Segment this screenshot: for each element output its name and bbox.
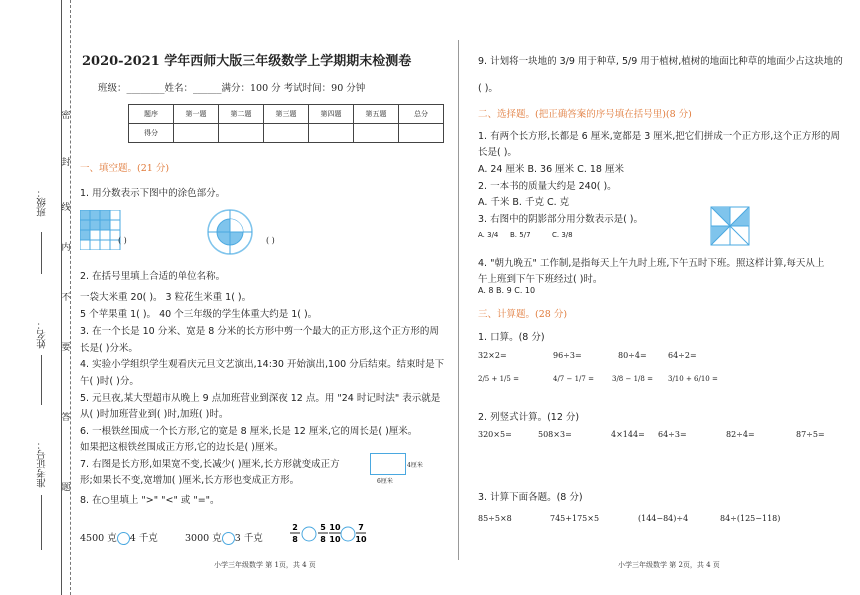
svg-text:8: 8 bbox=[320, 535, 326, 544]
vertical-calc-item: 87÷5= bbox=[796, 430, 825, 439]
name-label: 姓名： bbox=[37, 320, 48, 349]
score-cell[interactable] bbox=[174, 124, 219, 143]
q3-line1: 3. 在一个长是 10 分米、宽是 8 分米的长方形中剪一个最大的正方形,这个正方形的周 bbox=[80, 326, 439, 337]
score-cell[interactable] bbox=[264, 124, 309, 143]
seal-char: 要 bbox=[61, 343, 71, 353]
oral-calc-item: 80÷4= bbox=[618, 351, 647, 360]
q4-line1: 4. 实验小学组织学生观看庆元旦文艺演出,14:30 开始演出,100 分后结束。结束时是下 bbox=[80, 359, 445, 370]
mixed-calc-item: 745+175×5 bbox=[550, 514, 600, 523]
oral-calc-fraction: 3/8 − 1/8 = bbox=[612, 375, 653, 383]
mixed-calc-item: (144−84)÷4 bbox=[638, 514, 689, 523]
svg-text:10: 10 bbox=[329, 535, 341, 544]
q9-line2: ( )。 bbox=[478, 83, 498, 94]
score-cell[interactable] bbox=[399, 124, 444, 143]
score-cell[interactable] bbox=[354, 124, 399, 143]
compare-circle[interactable] bbox=[117, 532, 130, 545]
s2q3-option-b: B. 5/7 bbox=[510, 231, 531, 239]
s2q3-option-c: C. 3/8 bbox=[552, 231, 573, 239]
q5-line1: 5. 元旦夜,某大型超市从晚上 9 点加班营业到深夜 12 点。用 "24 时记时法" 表示就是 bbox=[80, 393, 441, 404]
q8-right-value: 3 千克 bbox=[234, 533, 263, 544]
s3q2-text: 2. 列竖式计算。(12 分) bbox=[478, 412, 580, 423]
score-header: 第一题 bbox=[174, 105, 219, 124]
q1-blank-1[interactable]: ( ) bbox=[118, 236, 127, 245]
svg-text:8: 8 bbox=[292, 535, 298, 544]
seal-char: 线 bbox=[61, 203, 71, 213]
mixed-calc-item: 85÷5×8 bbox=[478, 514, 512, 523]
q8-left-value: 3000 克 bbox=[185, 533, 222, 544]
class-label: 班级： bbox=[37, 188, 48, 217]
page-footer-right: 小学三年级数学 第 2页，共 4 页 bbox=[618, 561, 720, 569]
score-header: 总分 bbox=[399, 105, 444, 124]
seal-char: 答 bbox=[61, 413, 71, 423]
q1-text: 1. 用分数表示下图中的涂色部分。 bbox=[80, 188, 226, 199]
svg-text:5: 5 bbox=[320, 523, 326, 532]
seal-char: 封 bbox=[61, 158, 71, 168]
svg-text:7: 7 bbox=[358, 523, 364, 532]
s2q1-options: A. 24 厘米 B. 36 厘米 C. 18 厘米 bbox=[478, 164, 624, 175]
s2q4-line1: 4. "朝九晚五" 工作制,是指每天上午九时上班,下午五时下班。照这样计算,每天从上 bbox=[478, 258, 825, 269]
s3q1-text: 1. 口算。(8 分) bbox=[478, 332, 545, 343]
oral-calc-fraction: 3/10 + 6/10 = bbox=[668, 375, 718, 383]
s2q1-line2: 长是( )。 bbox=[478, 147, 517, 158]
seal-char: 题 bbox=[61, 483, 71, 493]
score-cell[interactable] bbox=[219, 124, 264, 143]
score-header: 第三题 bbox=[264, 105, 309, 124]
rect-width-label: 4厘米 bbox=[407, 462, 423, 469]
s2q2-options: A. 千米 B. 千克 C. 克 bbox=[478, 197, 570, 208]
oral-calc-fraction: 2/5 + 1/5 = bbox=[478, 375, 519, 383]
s2q2-text: 2. 一本书的质量大约是 240( )。 bbox=[478, 181, 617, 192]
section-choice: 二、选择题。(把正确答案的序号填在括号里)(8 分) bbox=[478, 109, 692, 120]
q5-line2: 从( )时加班营业到( )时,加班( )时。 bbox=[80, 409, 229, 420]
s2q3-option-a: A. 3/4 bbox=[478, 231, 499, 239]
vertical-calc-item: 320×5= bbox=[478, 430, 512, 439]
oral-calc-fraction: 4/7 − 1/7 = bbox=[553, 375, 594, 383]
score-header: 第二题 bbox=[219, 105, 264, 124]
page-footer-left: 小学三年级数学 第 1页，共 4 页 bbox=[214, 561, 316, 569]
class-underline bbox=[41, 232, 42, 274]
oral-calc-item: 32×2= bbox=[478, 351, 507, 360]
q8-compare-a bbox=[80, 530, 158, 545]
vertical-calc-item: 64÷3= bbox=[658, 430, 687, 439]
shaded-square-figure bbox=[710, 206, 752, 246]
q6-line2: 如果把这根铁丝围成正方形,它的边长是( )厘米。 bbox=[80, 442, 284, 453]
id-label: 准考证号： bbox=[37, 440, 48, 488]
q8-left-value: 4500 克 bbox=[80, 533, 117, 544]
q7-line2: 形;如果长不变,宽增加( )厘米,长方形也变成正方形。 bbox=[80, 475, 300, 486]
s2q1-line1: 1. 有两个长方形,长都是 6 厘米,宽都是 3 厘米,把它们拼成一个正方形,这个正方形的周 bbox=[478, 131, 840, 142]
score-header: 第四题 bbox=[309, 105, 354, 124]
oral-calc-item: 64÷2= bbox=[668, 351, 697, 360]
page-divider bbox=[458, 40, 459, 560]
s2q3-text: 3. 右图中的阴影部分用分数表示是( )。 bbox=[478, 214, 644, 225]
q2-line1: 一袋大米重 20( )。 3 粒花生米重 1( )。 bbox=[80, 292, 252, 303]
q3-line2: 长是( )分米。 bbox=[80, 343, 138, 354]
mixed-calc-item: 84÷(125−118) bbox=[720, 514, 781, 523]
rectangle-figure bbox=[370, 453, 406, 475]
exam-meta: 班级：________姓名：______满分：100 分 考试时间：90 分钟 bbox=[98, 83, 366, 94]
score-table bbox=[128, 104, 444, 143]
oral-calc-item: 96÷3= bbox=[553, 351, 582, 360]
q6-line1: 6. 一根铁丝围成一个长方形,它的宽是 8 厘米,长是 12 厘米,它的周长是( )厘米。 bbox=[80, 426, 418, 437]
seal-char: 不 bbox=[61, 293, 71, 303]
seal-char: 密 bbox=[61, 111, 71, 121]
score-header: 第五题 bbox=[354, 105, 399, 124]
q8-right-value: 4 千克 bbox=[129, 533, 158, 544]
q4-line2: 午( )时( )分。 bbox=[80, 376, 139, 387]
score-row-label: 得分 bbox=[129, 124, 174, 143]
s3q3-text: 3. 计算下面各题。(8 分) bbox=[478, 492, 583, 503]
q2-line2: 5 个苹果重 1( )。 40 个三年级的学生体重大约是 1( )。 bbox=[80, 309, 318, 320]
id-underline bbox=[41, 495, 42, 550]
name-underline bbox=[41, 355, 42, 405]
score-cell[interactable] bbox=[309, 124, 354, 143]
circle-figure bbox=[206, 208, 256, 256]
svg-text:10: 10 bbox=[355, 535, 367, 544]
s2q4-line2: 午上班到下午下班经过( )时。 bbox=[478, 274, 603, 285]
score-header: 题序 bbox=[129, 105, 174, 124]
q8-text: 8. 在○里填上 ">" "<" 或 "="。 bbox=[80, 495, 220, 506]
vertical-calc-item: 82÷4= bbox=[726, 430, 755, 439]
q2-text: 2. 在括号里填上合适的单位名称。 bbox=[80, 271, 226, 282]
seal-char: 内 bbox=[61, 243, 71, 253]
rect-length-label: 6厘米 bbox=[377, 478, 393, 485]
page-title: 2020-2021 学年西师大版三年级数学上学期期末检测卷 bbox=[82, 54, 412, 69]
s2q4-options: A. 8 B. 9 C. 10 bbox=[478, 286, 536, 295]
fraction-compare bbox=[287, 520, 367, 548]
q8-compare-b bbox=[185, 530, 263, 545]
svg-text:10: 10 bbox=[329, 523, 341, 532]
vertical-calc-item: 508×3= bbox=[538, 430, 572, 439]
section-fill-blank: 一、填空题。(21 分) bbox=[80, 163, 170, 174]
compare-circle[interactable] bbox=[222, 532, 235, 545]
vertical-calc-item: 4×144= bbox=[611, 430, 645, 439]
q1-blank-2[interactable]: ( ) bbox=[266, 236, 275, 245]
svg-text:2: 2 bbox=[292, 523, 298, 532]
q9-line1: 9. 计划将一块地的 3/9 用于种草, 5/9 用于植树,植树的地面比种草的地面少占这块地的 bbox=[478, 56, 843, 67]
q7-line1: 7. 右图是长方形,如果宽不变,长减少( )厘米,长方形就变成正方 bbox=[80, 459, 340, 470]
section-calc: 三、计算题。(28 分) bbox=[478, 309, 568, 320]
